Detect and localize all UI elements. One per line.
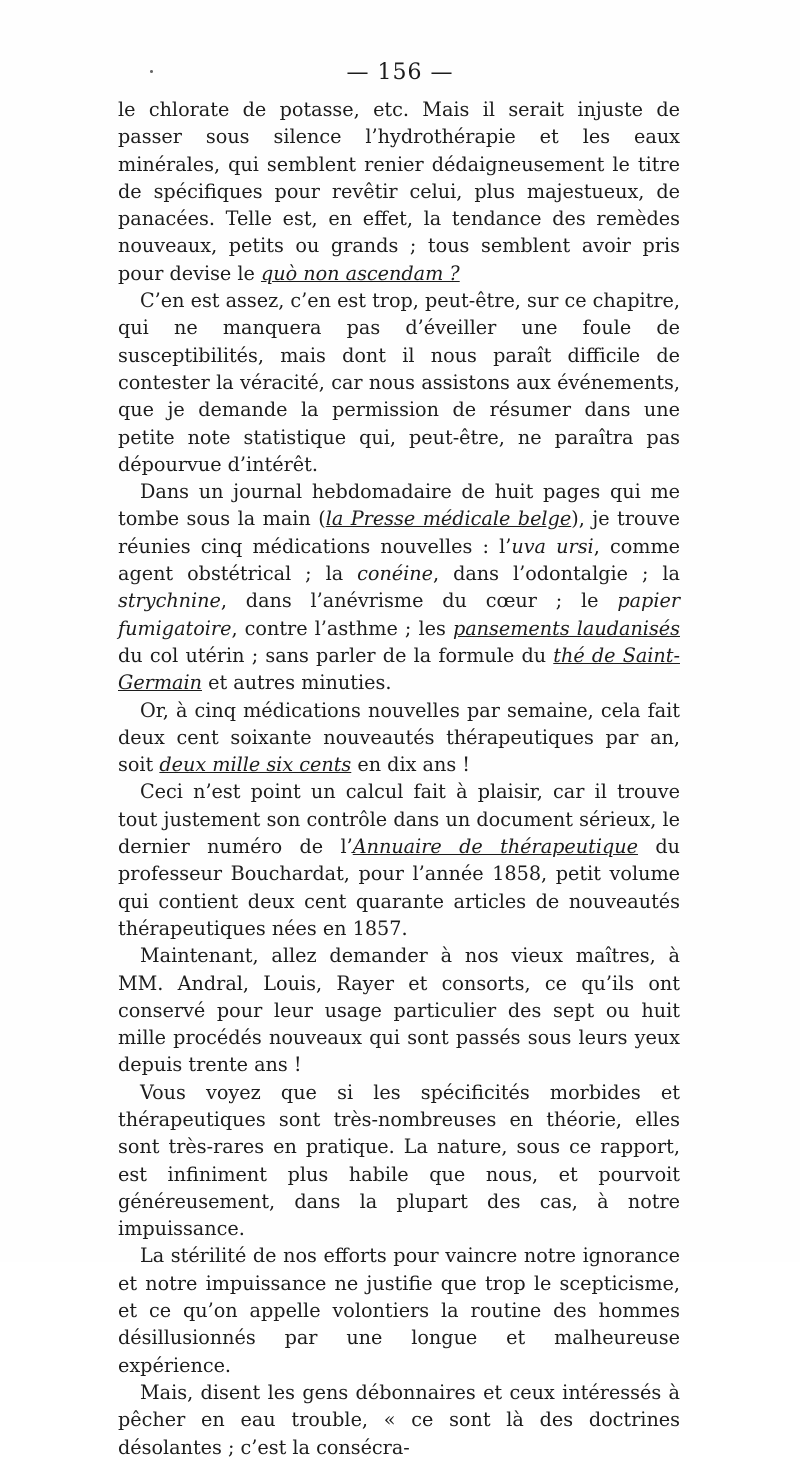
underlined-italic-phrase: thé de Saint-Germain: [118, 643, 680, 695]
paragraph: [118, 287, 680, 478]
text-run: , contre l’asthme ; les: [231, 616, 453, 640]
text-run: en dix ans !: [351, 753, 470, 777]
text-run: du col utérin ; sans parler de la formule du: [118, 643, 554, 667]
page-number: — 156 —: [346, 60, 454, 85]
text-run: Dans un journal hebdomadaire de huit pages qui me tombe sous la main (: [118, 480, 680, 531]
text-run: Or, à cinq médications nouvelles par semaine, cela fait deux cent soixante nouveautés thérapeutiques par an, soit: [118, 698, 680, 777]
paragraph: [118, 478, 680, 696]
underlined-italic-phrase: quò non ascendam ?: [260, 261, 460, 285]
underlined-italic-phrase: pansements laudanisés: [452, 616, 680, 640]
text-run: le chlorate de potasse, etc. Mais il serait injuste de passer sous silence l’hydrothérapie et les eaux minérales, qui semblent renier dédaigneusement le titre de spécifiques pour revêtir celui, plus majestueux, de panacées. Telle est, en effet, la tendance des remèdes nouveaux, petits ou grands ; tous semblent avoir pris pour devise le: [118, 98, 680, 285]
text-run: du professeur Bouchardat, pour l’année 1858, petit volume qui contient deux cent quarante articles de nouveautés thérapeutiques nées en 1857.: [118, 835, 680, 940]
text-run: Vous voyez que si les spécificités morbides et thérapeutiques sont très-nombreuses en théorie, elles sont très-rares en pratique. La nature, sous ce rapport, est infiniment plus habile que nous, et pourvoit généreusement, dans la plupart des cas, à notre impuissance.: [118, 1080, 680, 1241]
text-run: C’en est assez, c’en est trop, peut-être, sur ce chapitre, qui ne manquera pas d’éveiller une foule de susceptibilités, mais dont il nous paraît difficile de contester la véracité, car nous assistons aux événements, que je demande la permission de résumer dans une petite note statistique qui, peut-être, ne paraîtra pas dépourvue d’intérêt.: [118, 289, 680, 476]
paragraph: [118, 1079, 680, 1243]
paragraph: [118, 1379, 680, 1461]
text-run: Mais, disent les gens débonnaires et ceux intéressés à pêcher en eau trouble, « ce sont là des doctrines désolantes ; c’est la consécra-: [118, 1380, 680, 1459]
paragraph: [118, 778, 680, 942]
text-run: et autres minuties.: [201, 671, 392, 695]
body-text: [118, 96, 680, 1461]
text-run: Ceci n’est point un calcul fait à plaisir, car il trouve tout justement son contrôle dans un document sérieux, le dernier numéro de l’: [118, 780, 680, 859]
text-run: ), je trouve réunies cinq médications nouvelles : l’: [118, 507, 681, 558]
text-run: Maintenant, allez demander à nos vieux maîtres, à MM. Andral, Louis, Rayer et consorts, ce qu’ils ont conservé pour leur usage particulier des sept ou huit mille procédés nouveaux qui sont passés sous leurs yeux depuis trente ans !: [118, 944, 680, 1077]
paragraph: [118, 942, 680, 1078]
italic-phrase: papier fumigatoire: [118, 589, 680, 640]
paragraph: [118, 1242, 680, 1378]
italic-phrase: strychnine: [118, 589, 221, 613]
underlined-italic-phrase: Annuaire de thérapeutique: [352, 835, 638, 859]
italic-phrase: uva ursi: [511, 534, 594, 558]
paragraph: [118, 96, 680, 287]
text-run: , dans l’odontalgie ; la: [433, 562, 680, 586]
underlined-italic-phrase: deux mille six cents: [159, 753, 352, 777]
paragraph: [118, 697, 680, 779]
italic-phrase: conéine: [357, 562, 434, 586]
text-run: , comme agent obstétrical ; la: [118, 534, 680, 586]
text-run: , dans l’anévrisme du cœur ; le: [220, 589, 618, 613]
text-run: La stérilité de nos efforts pour vaincre notre ignorance et notre impuissance ne justifie que trop le scepticisme, et ce qu’on appelle volontiers la routine des hommes désillusionnés par une longue et malheureuse expérience.: [118, 1244, 680, 1377]
underlined-italic-phrase: la Presse médicale belge: [325, 507, 572, 531]
